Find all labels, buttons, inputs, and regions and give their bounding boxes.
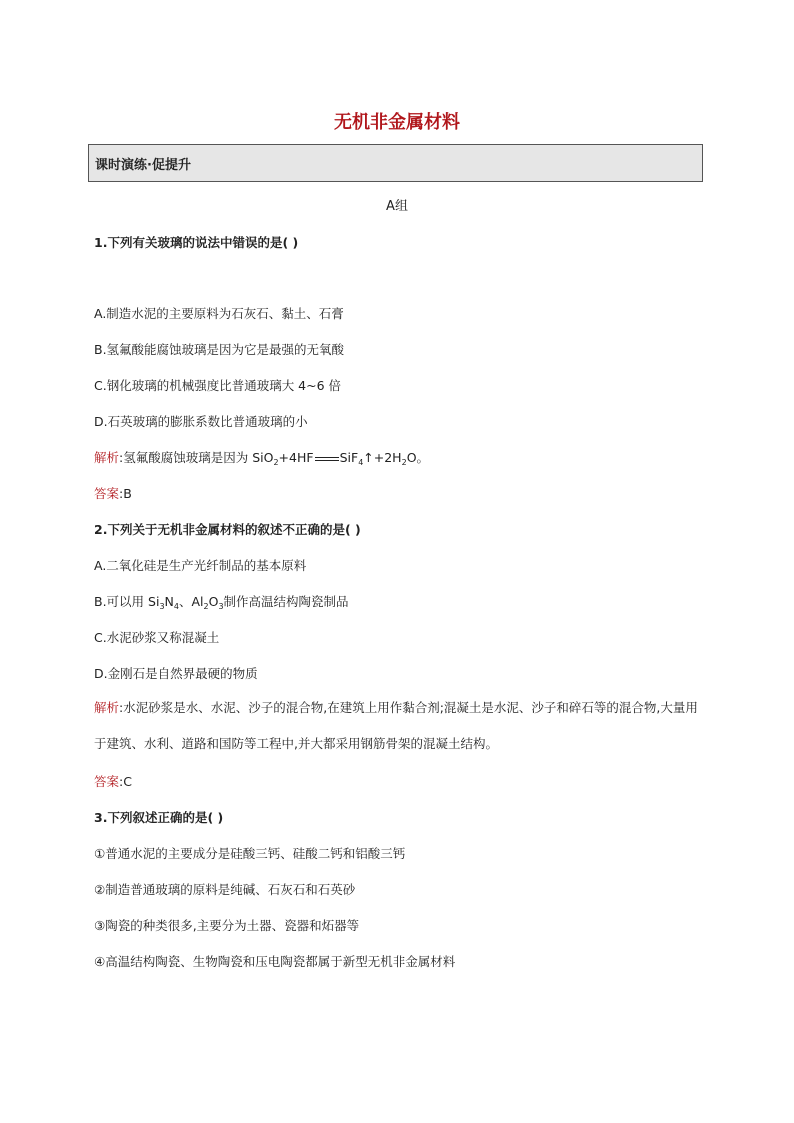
section-label: 课时演练·促提升 bbox=[95, 157, 191, 173]
q3-item-4: ④高温结构陶瓷、生物陶瓷和压电陶瓷都属于新型无机非金属材料 bbox=[94, 954, 456, 969]
answer-label: 答案 bbox=[94, 486, 120, 501]
analysis-label: 解析 bbox=[94, 450, 120, 465]
q2-analysis: 解析:水泥砂浆是水、水泥、沙子的混合物,在建筑上用作黏合剂;混凝土是水泥、沙子和碎石等的混合物,大量用于建筑、水利、道路和国防等工程中,并大都采用钢筋骨架的混凝土结构。 bbox=[94, 700, 698, 751]
q3-item-1: ①普通水泥的主要成分是硅酸三钙、硅酸二钙和铝酸三钙 bbox=[94, 846, 406, 861]
q1-stem: 1.下列有关玻璃的说法中错误的是( ) bbox=[94, 235, 299, 250]
q1-option-d: D.石英玻璃的膨胀系数比普通玻璃的小 bbox=[94, 414, 308, 429]
q1-option-c: C.钢化玻璃的机械强度比普通玻璃大 4~6 倍 bbox=[94, 378, 342, 393]
q1-option-a: A.制造水泥的主要原料为石灰石、黏土、石膏 bbox=[94, 306, 344, 321]
q2-option-c: C.水泥砂浆又称混凝土 bbox=[94, 630, 220, 645]
section-header bbox=[88, 144, 703, 182]
q3-item-3: ③陶瓷的种类很多,主要分为土器、瓷器和炻器等 bbox=[94, 918, 360, 933]
equals-sign-icon bbox=[315, 457, 339, 461]
q2-stem: 2.下列关于无机非金属材料的叙述不正确的是( ) bbox=[94, 522, 361, 537]
q1-answer: 答案:B bbox=[94, 486, 132, 501]
page-title: 无机非金属材料 bbox=[334, 112, 460, 133]
q2-option-b: B.可以用 $Si_3N_4$、$Al_2O_3$制作高温结构陶瓷制品 bbox=[94, 594, 349, 611]
group-label: A组 bbox=[386, 199, 408, 214]
q2-answer: 答案:C bbox=[94, 774, 132, 789]
answer-label: 答案 bbox=[94, 774, 120, 789]
q3-stem: 3.下列叙述正确的是( ) bbox=[94, 810, 224, 825]
q1-analysis: 解析:氢氟酸腐蚀玻璃是因为 SiO$_2$+4HF $SiF_4↑+2H_2O$。 bbox=[94, 450, 430, 467]
q2-option-d: D.金刚石是自然界最硬的物质 bbox=[94, 666, 258, 681]
q2-option-a: A.二氧化硅是生产光纤制品的基本原料 bbox=[94, 558, 307, 573]
q3-item-2: ②制造普通玻璃的原料是纯碱、石灰石和石英砂 bbox=[94, 882, 356, 897]
analysis-label: 解析 bbox=[94, 700, 120, 715]
q1-option-b: B.氢氟酸能腐蚀玻璃是因为它是最强的无氧酸 bbox=[94, 342, 345, 357]
